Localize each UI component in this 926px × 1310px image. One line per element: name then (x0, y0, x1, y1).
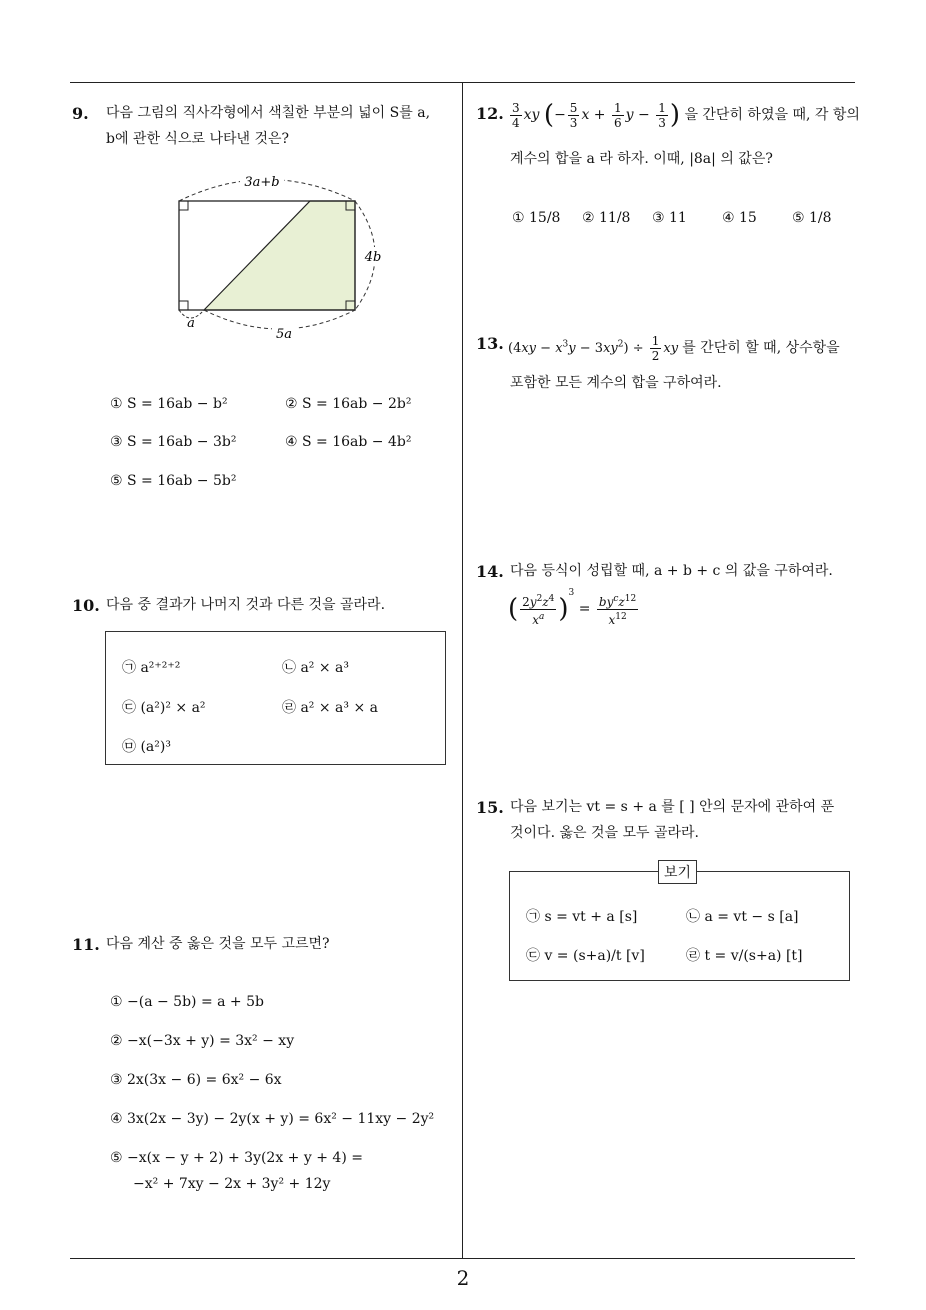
question-text: 을 간단히 하였을 때, 각 항의 (684, 107, 860, 123)
choice-3[interactable]: ③ 2x(3x − 6) = 6x² − 6x (110, 1072, 282, 1088)
choice-4[interactable]: ④ 15 (722, 210, 757, 226)
choice-2[interactable]: ② −x(−3x + y) = 3x² − xy (110, 1033, 295, 1049)
question-number: 14. (476, 562, 504, 581)
column-divider (462, 83, 463, 1259)
question-text-line: 것이다. 옳은 것을 모두 골라라. (510, 825, 699, 841)
question-number: 12. (476, 104, 504, 123)
choice-4[interactable]: ④ 3x(2x − 3y) − 2y(x + y) = 6x² − 11xy − 2y² (110, 1111, 435, 1127)
question-text: 를 간단히 할 때, 상수항을 (682, 340, 840, 356)
item-4: ㉣ t = v/(s+a) [t] (686, 948, 803, 964)
question-text-line: 다음 그림의 직사각형에서 색칠한 부분의 넓이 S를 a, (106, 105, 431, 121)
question-number: 11. (72, 935, 100, 954)
question-text: 다음 등식이 성립할 때, a + b + c 의 값을 구하여라. (510, 563, 833, 579)
right-angle-mark (179, 201, 188, 210)
question-text (510, 794, 870, 846)
question-14-equation: ( $\frac{2y^2z^4}{x^a}$ )$^3$ = $\frac{by^cz^{12}}{x^{12}}$ (508, 588, 637, 627)
item-1: ㉠ s = vt + a [s] (526, 909, 638, 925)
item-5: ㉤ (a²)³ (122, 739, 171, 755)
question-text: 다음 중 결과가 나머지 것과 다른 것을 골라라. (106, 597, 386, 613)
right-angle-mark (179, 301, 188, 310)
choice-4[interactable]: ④ S = 16ab − 4b² (285, 434, 412, 450)
choice-1[interactable]: ① −(a − 5b) = a + 5b (110, 994, 264, 1010)
question-13-expression: $(4xy - x^3y - 3xy^2)$ ÷ $\frac{1}{2}$ xy 를 간단히 할 때, 상수항을 (508, 334, 840, 363)
right-label: 4b (364, 250, 382, 265)
top-label: 3a+b (244, 175, 280, 190)
question-text (106, 100, 456, 152)
choice-1[interactable]: ① S = 16ab − b² (110, 396, 228, 412)
choice-2[interactable]: ② S = 16ab − 2b² (285, 396, 412, 412)
item-4: ㉣ a² × a³ × a (282, 700, 378, 716)
question-text-line: b에 관한 식으로 나타낸 것은? (106, 131, 290, 147)
bottom-label: 5a (275, 327, 293, 342)
item-3: ㉢ v = (s+a)/t [v] (526, 948, 645, 964)
choice-5[interactable]: ⑤ 1/8 (792, 210, 832, 226)
choice-2[interactable]: ② 11/8 (582, 210, 631, 226)
question-number: 9. (72, 104, 89, 123)
choice-5-continued: −x² + 7xy − 2x + 3y² + 12y (133, 1176, 331, 1192)
page-number: 2 (456, 1266, 470, 1290)
question-text: 계수의 합을 a 라 하자. 이때, |8a| 의 값은? (510, 151, 773, 167)
question-number: 10. (72, 596, 100, 615)
item-3: ㉢ (a²)² × a² (122, 700, 206, 716)
shaded-region (204, 201, 355, 310)
choice-1[interactable]: ① 15/8 (512, 210, 561, 226)
item-1: ㉠ a²⁺²⁺² (122, 660, 181, 676)
choice-3[interactable]: ③ S = 16ab − 3b² (110, 434, 237, 450)
question-text: 포함한 모든 계수의 합을 구하여라. (510, 375, 722, 391)
rectangle-figure (160, 170, 400, 350)
item-2: ㉡ a² × a³ (282, 660, 349, 676)
question-12-expression: $\frac{3}{4}$ xy (− $\frac{5}{3}$ x + $\frac{1}{6}$ y − $\frac{1}{3}$ ) 을 간단히 하였을 때, 각 항의 (512, 100, 860, 130)
question-text: 다음 계산 중 옳은 것을 모두 고르면? (106, 936, 330, 952)
question-number: 15. (476, 798, 504, 817)
bogi-label: 보기 (658, 860, 697, 884)
question-number: 13. (476, 334, 504, 353)
choice-3[interactable]: ③ 11 (652, 210, 687, 226)
choice-5[interactable]: ⑤ S = 16ab − 5b² (110, 473, 237, 489)
left-bottom-label: a (187, 316, 195, 331)
item-2: ㉡ a = vt − s [a] (686, 909, 799, 925)
bottom-rule (70, 1258, 855, 1259)
question-text-line: 다음 보기는 vt = s + a 를 [ ] 안의 문자에 관하여 푼 (510, 799, 835, 815)
choice-5[interactable]: ⑤ −x(x − y + 2) + 3y(2x + y + 4) = (110, 1150, 363, 1166)
